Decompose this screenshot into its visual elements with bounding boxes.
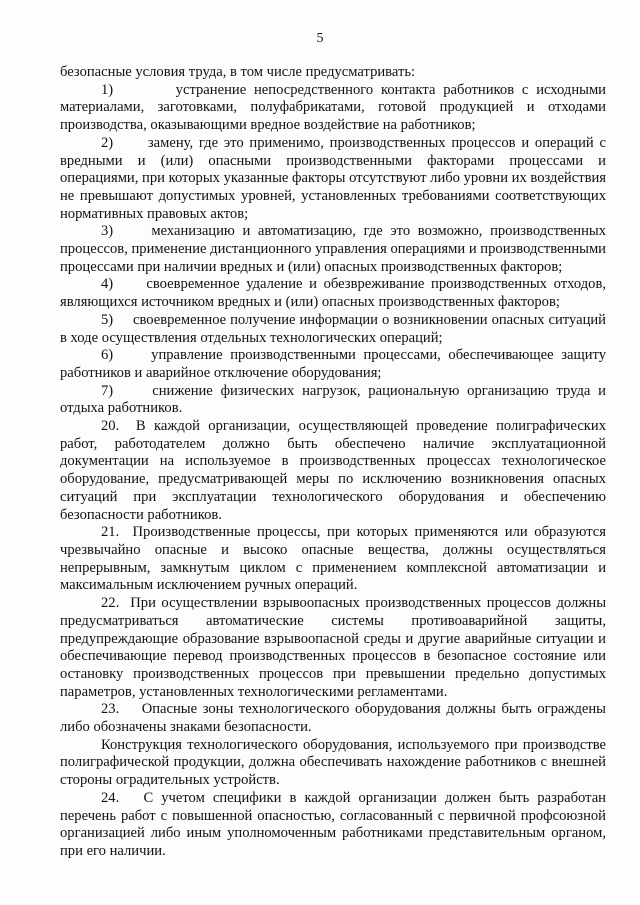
clause-24: 24. С учетом специфики в каждой организации должен быть разработан перечень работ с повышенной опасностью, согласованный с первичной профсоюзной организацией либо иным уполномоченным работниками представительным органом, при его наличии.	[60, 789, 606, 859]
clause-23: 23. Опасные зоны технологического оборудования должны быть ограждены либо обозначены знаками безопасности.	[60, 701, 606, 736]
document-body	[60, 64, 606, 861]
clause-20: 20. В каждой организации, осуществляющей проведение полиграфических работ, работодателем должно быть обеспечено наличие эксплуатационной документации на используемое в производственных процессах технологическое оборудование, предусматривающей меры по исключению возникновения опасных ситуаций при эксплуатации технологического оборудования и обеспечению безопасности работников.	[60, 418, 606, 523]
clause-21: 21. Производственные процессы, при которых применяются или образуются чрезвычайно опасные и высоко опасные вещества, должны осуществляться непрерывным, замкнутым циклом с применением комплексной автоматизации и максимальным исключением ручных операций.	[60, 524, 606, 594]
list-item-2: 2) замену, где это применимо, производственных процессов и операций с вредными и (или) опасными производственными факторами процессами и операциями, при которых указанные факторы отсутствуют либо уровни их воздействия не превышают допустимых уровней, установленных требованиями соответствующих нормативных правовых актов;	[60, 134, 606, 222]
clause-22: 22. При осуществлении взрывоопасных производственных процессов должны предусматриваться автоматические системы противоаварийной защиты, предупреждающие образование взрывоопасной среды и другие аварийные ситуации и обеспечивающие перевод производственных процессов в безопасное состояние или остановку производственных процессов при превышении предельно допустимых параметров, установленных технологическими регламентами.	[60, 595, 606, 700]
list-item-6: 6) управление производственными процессами, обеспечивающее защиту работников и аварийное отключение оборудования;	[60, 347, 606, 381]
list-item-7: 7) снижение физических нагрузок, рациональную организацию труда и отдыха работников.	[60, 382, 606, 417]
list-item-1: 1) устранение непосредственного контакта работников с исходными материалами, заготовками, полуфабрикатами, готовой продукцией и отходами производства, оказывающими вредное воздействие на работников;	[60, 81, 606, 134]
list-item-4: 4) своевременное удаление и обезвреживание производственных отходов, являющихся источником вредных и (или) опасных производственных факторов;	[60, 276, 606, 311]
list-item-5: 5) своевременное получение информации о возникновении опасных ситуаций в ходе осуществления отдельных технологических операций;	[60, 311, 606, 346]
clause-23-continuation: Конструкция технологического оборудования, используемого при производстве полиграфической продукции, должна обеспечивать нахождение работников с внешней стороны оградительных устройств.	[60, 736, 606, 789]
list-item-3: 3) механизацию и автоматизацию, где это возможно, производственных процессов, применение дистанционного управления операциями и производственными процессами при наличии вредных и (или) опасных производственных факторов;	[60, 223, 606, 275]
page-number: 5	[316, 31, 324, 46]
paragraph-intro: безопасные условия труда, в том числе предусматривать:	[60, 64, 416, 80]
